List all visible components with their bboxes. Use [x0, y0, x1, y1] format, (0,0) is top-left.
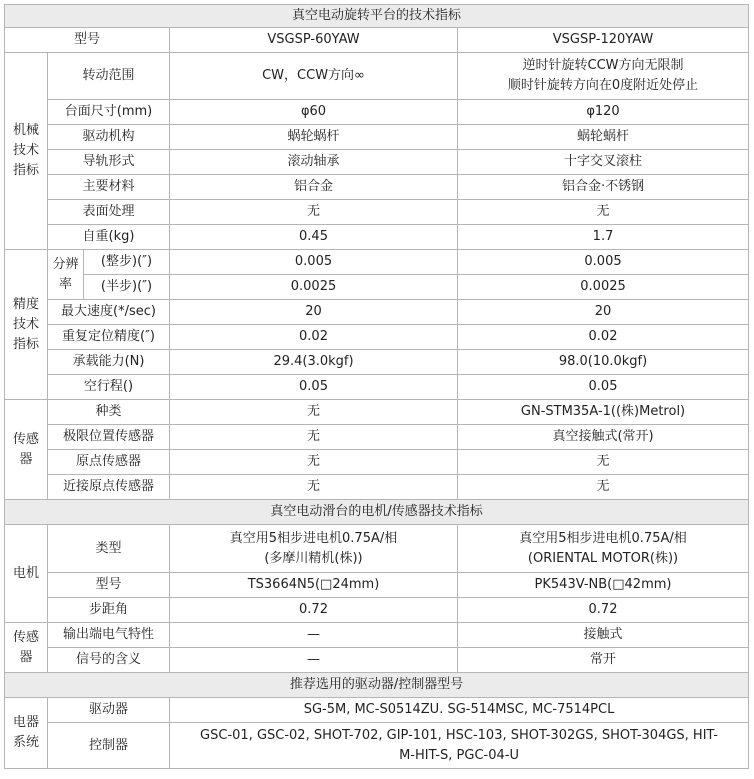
- value-a: TS3664N5(□24mm): [170, 573, 458, 598]
- value-b: 0.0025: [458, 275, 749, 300]
- row-label: 转动范围: [48, 53, 170, 100]
- value-a: 0.45: [170, 225, 458, 250]
- value-b: 0.005: [458, 250, 749, 275]
- value-a: 滚动轴承: [170, 150, 458, 175]
- value-a: —: [170, 648, 458, 673]
- value-a: 0.02: [170, 325, 458, 350]
- value-b: 1.7: [458, 225, 749, 250]
- table-row: [5, 275, 749, 300]
- table-row: [5, 698, 749, 723]
- value-b: [458, 53, 749, 100]
- table-row: [5, 225, 749, 250]
- group-label: 精度技术指标: [5, 250, 48, 400]
- row-label: 自重(kg): [48, 225, 170, 250]
- table-row: [5, 175, 749, 200]
- row-label: 最大速度(*/sec): [48, 300, 170, 325]
- row-label: 空行程(): [48, 375, 170, 400]
- value-b-line: 真空用5相步进电机0.75A/相: [519, 530, 687, 546]
- row-label: 近接原点传感器: [48, 475, 170, 500]
- value-b: φ120: [458, 100, 749, 125]
- row-label: 主要材料: [48, 175, 170, 200]
- table-row: [5, 400, 749, 425]
- table-row: [5, 125, 749, 150]
- section-title-row: [5, 5, 749, 28]
- table-row: [5, 623, 749, 648]
- spec-table: [4, 4, 749, 769]
- row-label: 类型: [48, 525, 170, 573]
- group-label: 电器系统: [5, 698, 48, 769]
- value-b: 无: [458, 475, 749, 500]
- table-row: [5, 375, 749, 400]
- value-b-line: 顺时针旋转方向在0度附近处停止: [507, 78, 699, 93]
- value-b: 98.0(10.0kgf): [458, 350, 749, 375]
- table-row: [5, 300, 749, 325]
- controller-line: M-HIT-S, PGC-04-U: [399, 747, 519, 763]
- controller-line: GSC-01, GSC-02, SHOT-702, GIP-101, HSC-103, SHOT-302GS, SHOT-304GS, HIT-: [200, 727, 718, 743]
- row-label: 输出端电气特性: [48, 623, 170, 648]
- group-label: 机械技术指标: [5, 53, 48, 250]
- row-label: 步距角: [48, 598, 170, 623]
- value-b: 常开: [458, 648, 749, 673]
- table-row: [5, 150, 749, 175]
- value-a-line: (多摩川精机(株)): [264, 550, 363, 566]
- controller-value: [170, 723, 749, 769]
- table-row: [5, 425, 749, 450]
- row-label: 信号的含义: [48, 648, 170, 673]
- section-title: 真空电动旋转平台的技术指标: [5, 5, 749, 28]
- row-label: 型号: [5, 28, 170, 53]
- value-b: 十字交叉滚柱: [458, 150, 749, 175]
- value-a: —: [170, 623, 458, 648]
- row-label: (整步)(″): [84, 250, 170, 275]
- value-a: 铝合金: [170, 175, 458, 200]
- row-label: 驱动机构: [48, 125, 170, 150]
- value-a: 蜗轮蜗杆: [170, 125, 458, 150]
- table-row: [5, 525, 749, 573]
- table-row: [5, 648, 749, 673]
- table-row: [5, 53, 749, 100]
- value-b: 铝合金·不锈钢: [458, 175, 749, 200]
- section-title: 推荐选用的驱动器/控制器型号: [5, 673, 749, 698]
- group-label: 传感器: [5, 623, 48, 673]
- model-a: VSGSP-60YAW: [170, 28, 458, 53]
- value-a: 无: [170, 200, 458, 225]
- table-row: [5, 598, 749, 623]
- table-row: [5, 325, 749, 350]
- value-a: 0.05: [170, 375, 458, 400]
- row-label: 原点传感器: [48, 450, 170, 475]
- value-a: 无: [170, 425, 458, 450]
- value-b: GN-STM35A-1((株)Metrol): [458, 400, 749, 425]
- group-label: 传感器: [5, 400, 48, 500]
- value-a: 0.0025: [170, 275, 458, 300]
- section-title-row: [5, 500, 749, 525]
- value-b: 无: [458, 450, 749, 475]
- value-a: 0.005: [170, 250, 458, 275]
- value-a-line: 真空用5相步进电机0.75A/相: [229, 530, 398, 546]
- section-title: 真空电动滑台的电机/传感器技术指标: [5, 500, 749, 525]
- value-b: 0.72: [458, 598, 749, 623]
- row-label: (半步)(″): [84, 275, 170, 300]
- value-b-line: (ORIENTAL MOTOR(株)): [527, 550, 679, 566]
- value-a: 无: [170, 450, 458, 475]
- value-b: 接触式: [458, 623, 749, 648]
- row-label: 台面尺寸(mm): [48, 100, 170, 125]
- value-b: PK543V-NB(□42mm): [458, 573, 749, 598]
- table-row: [5, 28, 749, 53]
- value-b-line: 逆时针旋转CCW方向无限制: [522, 58, 684, 73]
- table-row: [5, 100, 749, 125]
- value-b: 无: [458, 200, 749, 225]
- value-b: 0.05: [458, 375, 749, 400]
- section-title-row: [5, 673, 749, 698]
- value-a: 无: [170, 475, 458, 500]
- value-b: 蜗轮蜗杆: [458, 125, 749, 150]
- row-label: 承载能力(N): [48, 350, 170, 375]
- value-a: 20: [170, 300, 458, 325]
- value-a: φ60: [170, 100, 458, 125]
- table-row: [5, 200, 749, 225]
- value-b: 0.02: [458, 325, 749, 350]
- value-a: [170, 525, 458, 573]
- row-label: 驱动器: [48, 698, 170, 723]
- row-label: 种类: [48, 400, 170, 425]
- driver-value: SG-5M, MC-S0514ZU. SG-514MSC, MC-7514PCL: [170, 698, 749, 723]
- table-row: [5, 723, 749, 769]
- value-a: 无: [170, 400, 458, 425]
- table-row: [5, 475, 749, 500]
- row-label: 控制器: [48, 723, 170, 769]
- table-row: [5, 573, 749, 598]
- value-b: [458, 525, 749, 573]
- value-a: CW，CCW方向∞: [170, 53, 458, 100]
- table-row: [5, 450, 749, 475]
- row-label: 表面处理: [48, 200, 170, 225]
- group-label: 电机: [5, 525, 48, 623]
- spec-table-container: [4, 4, 749, 769]
- value-b: 真空接触式(常开): [458, 425, 749, 450]
- row-label: 导轨形式: [48, 150, 170, 175]
- table-row: [5, 250, 749, 275]
- value-a: 29.4(3.0kgf): [170, 350, 458, 375]
- model-b: VSGSP-120YAW: [458, 28, 749, 53]
- resolution-label: 分辨率: [48, 250, 84, 300]
- table-row: [5, 350, 749, 375]
- row-label: 重复定位精度(″): [48, 325, 170, 350]
- value-a: 0.72: [170, 598, 458, 623]
- value-b: 20: [458, 300, 749, 325]
- row-label: 极限位置传感器: [48, 425, 170, 450]
- row-label: 型号: [48, 573, 170, 598]
